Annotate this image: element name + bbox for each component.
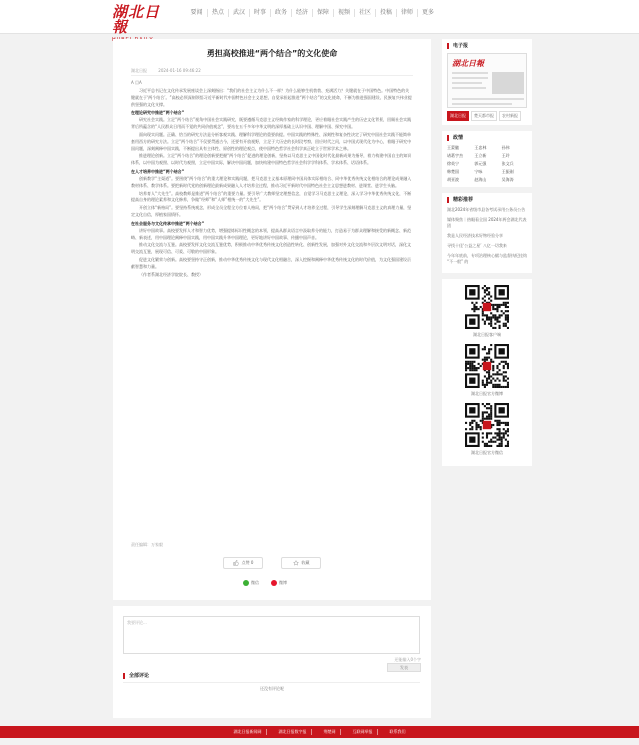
favorite-label: 收藏 — [301, 560, 310, 565]
footer-link[interactable]: 互联网举报 — [349, 729, 378, 735]
weibo-icon — [271, 580, 277, 586]
site-logo[interactable] — [112, 3, 170, 36]
article-body — [131, 79, 413, 529]
epaper-title: 电子报 — [447, 43, 527, 49]
nav-item[interactable]: 社区 — [354, 9, 375, 17]
qr-caption: 湖北日报官方微信 — [471, 450, 503, 455]
footer-link[interactable]: 湖北日报数字报 — [275, 729, 312, 735]
like-button[interactable] — [223, 557, 263, 569]
official-link[interactable]: 韩楚国 — [447, 169, 459, 174]
official-link[interactable]: 王忠林 — [474, 145, 487, 150]
article-paragraph: 培养育人“大先生”。高校教师是推进“两个结合”的重要力量。要引导广大教师坚定理想信念，自觉学习马克思主义理论，深入学习中华优秀传统文化，不断提高自身的理论素养和文化修养，争做“经师”和“人师”相统一的“大先生”。 — [131, 190, 412, 203]
qr-box — [442, 279, 532, 466]
official-link[interactable]: 赵海山 — [474, 177, 487, 182]
official-link[interactable]: 王蒙徽 — [447, 145, 459, 150]
epaper-tab[interactable]: 湖北日报 — [447, 111, 469, 121]
official-link[interactable]: 宁咏 — [474, 169, 483, 174]
footer — [0, 726, 639, 738]
epaper-line — [452, 103, 512, 105]
qr-caption: 湖北日报官方微博 — [471, 391, 503, 396]
share-weibo[interactable] — [271, 580, 287, 586]
font-size-toggle[interactable]: A 目A — [131, 80, 142, 85]
nav-item[interactable]: 视频 — [333, 9, 354, 17]
article-source: 湖北日报 — [131, 68, 147, 73]
thumbs-up-icon — [233, 560, 239, 567]
nav-item[interactable]: 经济 — [291, 9, 312, 17]
official-link[interactable]: 王玲 — [501, 153, 510, 158]
all-comments-heading: 全部评论 — [123, 673, 149, 679]
recommend-item[interactable]: 寻找十佳‘公益之星’ 八亿一切我来 — [447, 243, 507, 248]
official-link[interactable]: 张文兵 — [501, 161, 514, 166]
article-paragraph: 讲好中国故事。高校要发挥人才和智力优势，增强提炼标识性概念的本领，提高从群众语言中汲取养分的能力，打造易于为群众理解和接受的新概念、新范畴、新表述，用中国理论阐释中国实践，用中国实践升华中国理论，更好地讲好中国故事、传播中国声音。 — [131, 227, 411, 240]
officials-box — [442, 131, 532, 187]
epaper-thumbnail[interactable] — [447, 53, 527, 108]
footer-link[interactable]: 湖北日报新闻网 — [230, 729, 267, 735]
share-wechat-label: 微信 — [251, 580, 259, 585]
qr-code — [465, 285, 509, 329]
epaper-line — [452, 82, 482, 84]
editor-credit: 责任编辑：万家毅 — [131, 542, 163, 547]
article-paragraph: 开创立体“新格局”。要坚持系统观念，形成全员全程全方位育人格局，把“两个结合”贯穿到人才培养全过程，引导学生深刻理解马克思主义的真理力量，坚定文化自信，厚植家国情怀。 — [131, 205, 412, 217]
comment-card — [113, 606, 431, 718]
share-wechat[interactable] — [243, 580, 259, 586]
article-paragraph: 创新教学“主渠道”。要围绕“两个结合”的重大理论和实践问题，把马克思主义基本原理同中国具体实际相结合、同中华优秀传统文化相结合的理论成果融入教材体系、教学体系。要把新时代党的创新理论最新成果融入人才培养全过程，推动习近平新时代中国特色社会主义思想进教材、进课堂、进学生头脑。 — [131, 175, 412, 188]
article-title: 勇担高校推进“两个结合”的文化使命 — [206, 49, 338, 58]
official-link[interactable]: 王振刚 — [501, 169, 514, 174]
article-paragraph: 推进理论创新。立足“两个结合”的理论创新要把握“两个结合”促进的理论创新，坚持以马克思主义中国化时代化最新成果为指导，着力构建中国自主的知识体系，以中国为观照、以时代为观照，立足中国实际，解决中国问题，加快构建中国特色哲学社会科学学科体系、学术体系、话语体系。 — [131, 153, 412, 166]
comments-divider — [123, 682, 420, 683]
recommend-item[interactable]: 媒体聚焦｜热眼看全国 2024年两会湖北代表团 — [447, 217, 527, 228]
epaper-line — [452, 72, 488, 74]
recommend-box — [442, 193, 532, 273]
article-date: 2024-01-16 09:46:22 — [158, 68, 201, 73]
article-paragraph: 面向现实问题。正确、恰当的研究方法是分析客观实践、理解科学理论的重要前提。中国实践的特殊性、深刻性和复杂性决定了研究中国社会实践不能简单套用西方的研究方法。立足“两个结合”不仅要贯通古今，还要有开放视野，立足于大历史的长时段考察，回应时代之问，以中国式现代化为中心，着眼于研究中国问题，深刻阐释中国实践，不断提出具有主体性、原创性的理论观点，使中国特色哲学社会科学真正屹立于世界学术之林。 — [131, 131, 412, 151]
section-heading: 在人才培养中推进“两个结合” — [131, 168, 185, 174]
nav-item[interactable]: 要闻 — [190, 9, 203, 16]
section-heading: 在社会服务与文化传承中推进“两个结合” — [131, 220, 205, 226]
nav-item[interactable]: 时事 — [249, 9, 270, 17]
officials-title: 政情 — [447, 135, 527, 141]
official-link[interactable]: 郭元强 — [474, 161, 487, 166]
official-link[interactable]: 胡亚波 — [447, 177, 459, 182]
footer-link[interactable]: 联系我们 — [389, 729, 406, 734]
no-comments-text: 还没有评论呢 — [260, 686, 284, 691]
title-divider — [131, 75, 413, 76]
section-heading: 在理论研究中推进“两个结合” — [131, 110, 185, 116]
epaper-box — [442, 39, 532, 125]
official-link[interactable]: 吴海涛 — [501, 177, 514, 182]
article-signature: （作者系湖北经济学院院长、教授） — [139, 271, 203, 277]
epaper-tabs — [447, 111, 527, 121]
comment-input[interactable]: 我要评论... — [123, 616, 420, 654]
recommend-list — [447, 207, 527, 265]
epaper-line — [452, 98, 524, 100]
main-nav — [186, 9, 438, 17]
char-count: 还能输入0个字 — [394, 657, 421, 662]
top-bar — [0, 0, 639, 34]
submit-comment-button[interactable]: 发表 — [387, 663, 421, 672]
recommend-item[interactable]: 我是人民经济技术好物经验分享 — [447, 233, 503, 238]
epaper-photo — [492, 72, 524, 94]
share-bar — [243, 580, 287, 586]
nav-item[interactable]: 武汉 — [228, 9, 249, 17]
nav-item[interactable]: 热点 — [207, 9, 228, 17]
sidebar — [442, 39, 532, 472]
qr-code — [465, 403, 509, 447]
article-paragraph: 促进文化繁荣与创新。高校要坚持守正创新，推动中华优秀传统文化与现代文化相融合，深入挖掘和阐释中华优秀传统文化的时代价值，为文化强国建设贡献智慧和力量。 — [131, 256, 411, 269]
article-card — [113, 39, 431, 600]
qr-code — [465, 344, 509, 388]
favorite-button[interactable] — [281, 557, 321, 569]
epaper-masthead: 湖北日報 — [452, 58, 484, 68]
recommend-item[interactable]: 湖北2024年省级市县各考试录用公务员公告 — [447, 207, 526, 212]
nav-item[interactable]: 律师 — [396, 9, 417, 17]
official-link[interactable]: 王立新 — [474, 153, 487, 158]
nav-item[interactable]: 政务 — [270, 9, 291, 17]
epaper-tab[interactable]: 楚天都市报 — [471, 111, 497, 121]
article-meta — [131, 68, 211, 74]
like-label: 点赞 0 — [241, 560, 254, 565]
nav-item[interactable]: 保障 — [312, 9, 333, 17]
recommend-item[interactable]: 今年年底前，专项治理核心赋与监督执纪挂钩 “不一般” 的 — [447, 253, 527, 264]
officials-grid — [447, 145, 527, 183]
share-weibo-label: 微博 — [279, 580, 287, 585]
nav-item[interactable]: 更多 — [417, 9, 438, 17]
epaper-line — [452, 77, 488, 79]
star-icon — [293, 560, 299, 567]
footer-link[interactable]: 荆楚网 — [320, 729, 341, 735]
epaper-line — [452, 87, 486, 89]
article-paragraph: 研究社会实践。立足“两个结合”视角中国社会实践研究，既要遵循马克思主义经典作家的科学理论，更应着眼社会实践产生的历史文化背景，回顾社会实践背后所蕴含的“人民群众日用而不觉的共同价值观念”，要站在五千多年中华文明的深厚基础上认识中国、理解中国、探究中国。 — [131, 117, 412, 130]
article-paragraph: 习近平总书记在文化传承发展座谈会上深刻指出：“我们的社会主义为什么不一样？为什么能够生机勃勃、充满活力？关键就在于中国特色。中国特色的关键就在于‘两个结合’。”高校必须深刻领悟习近平新时代中国特色社会主义思想，自觉承担起推进“两个结合”的文化使命，不断为推进强国建设、民族复兴伟业提供坚强的文化支撑。 — [131, 88, 412, 107]
wechat-icon — [243, 580, 249, 586]
official-link[interactable]: 诸葛宇杰 — [447, 153, 463, 158]
recommend-title: 精彩推荐 — [447, 197, 527, 203]
qr-caption: 湖北日报客户端 — [473, 332, 501, 337]
official-link[interactable]: 徐英宁 — [447, 161, 459, 166]
article-paragraph: 推动文化交流与互鉴。高校要发挥文化交流互鉴优势，积极推动中华优秀传统文化创造性转化、创新性发展，加强对外文化交流和多层次文明对话，深化文明交流互鉴，展现可信、可爱、可敬的中国形象。 — [131, 242, 411, 255]
nav-item[interactable]: 投稿 — [375, 9, 396, 17]
epaper-tab[interactable]: 农村新报 — [499, 111, 521, 121]
official-link[interactable]: 孙伟 — [501, 145, 510, 150]
logo-cn: 湖北日報 — [112, 3, 161, 36]
